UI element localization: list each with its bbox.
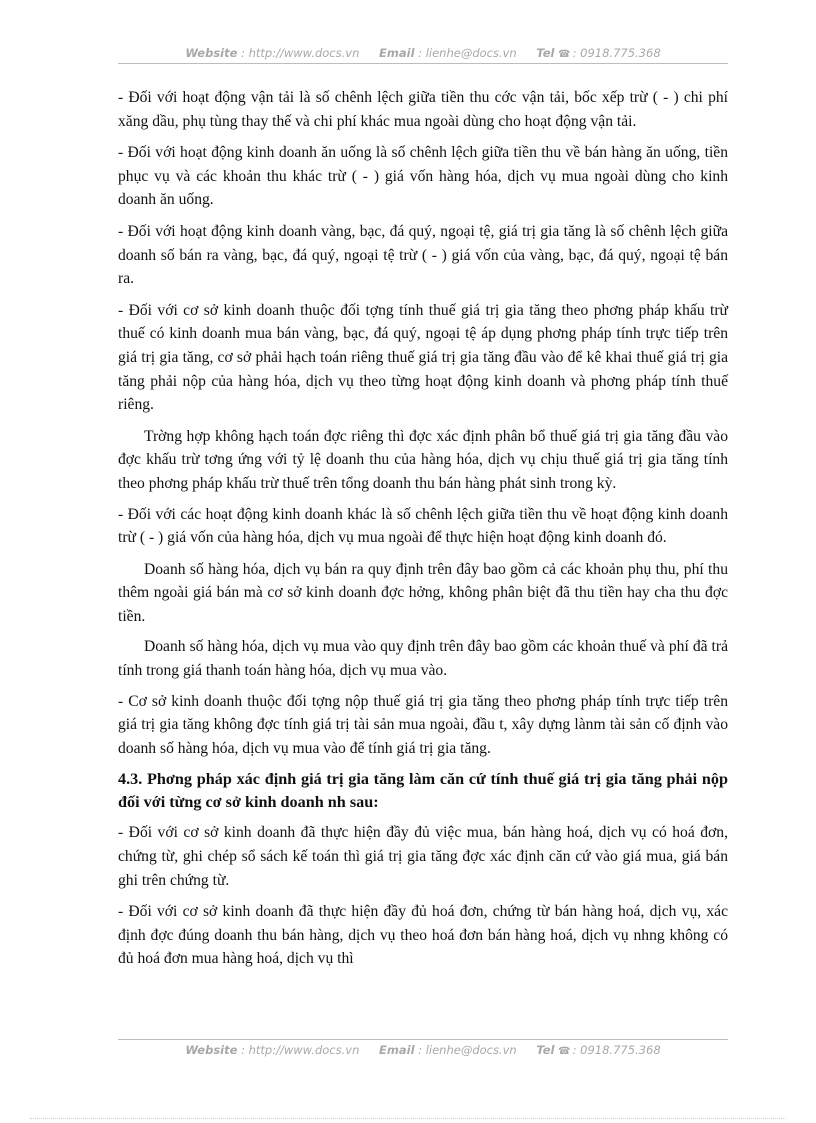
header-tel-value: : 0918.775.368 xyxy=(572,46,661,60)
header-email-value[interactable]: : lienhe@docs.vn xyxy=(418,46,517,60)
phone-icon: ☎ xyxy=(558,49,571,60)
paragraph-purchase-revenue: Doanh số hàng hóa, dịch vụ mua vào quy định trên đây bao gồm các khoản thuế và phí đã trả tính trong giá thanh toán hàng hóa, dịch vụ mua vào. xyxy=(118,638,728,680)
header-email-label: Email xyxy=(379,46,415,60)
header-website-label: Website xyxy=(185,46,238,60)
paragraph-full-invoices: - Đối với cơ sở kinh doanh đã thực hiện đầy đủ việc mua, bán hàng hoá, dịch vụ có hoá đơn, chứng từ, ghi chép sổ sách kế toán thì giá trị gia tăng đợc xác định căn cứ vào giá mua, giá bán ghi trên chứng từ. xyxy=(118,824,728,889)
paragraph-partial-invoices: - Đối với cơ sở kinh doanh đã thực hiện đầy đủ hoá đơn, chứng từ bán hàng hoá, dịch vụ, xác định đợc đúng doanh thu bán hàng, dịch vụ theo hoá đơn bán hàng hoá, dịch vụ nhng không có đủ hoá đơn mua hàng hoá, dịch vụ thì xyxy=(118,903,728,968)
footer-website-label: Website xyxy=(185,1043,238,1057)
footer-email-label: Email xyxy=(379,1043,415,1057)
footer-tel-value: : 0918.775.368 xyxy=(572,1043,661,1057)
page-bottom-edge xyxy=(30,1118,786,1119)
paragraph-food-service: - Đối với hoạt động kinh doanh ăn uống là số chênh lệch giữa tiền thu về bán hàng ăn uống, tiền phục vụ và các khoản thu khác trừ ( - ) giá vốn hàng hóa, dịch vụ mua ngoài dùng cho kinh doanh ăn uống. xyxy=(118,144,728,209)
page-header xyxy=(118,46,728,64)
paragraph-sales-revenue: Doanh số hàng hóa, dịch vụ bán ra quy định trên đây bao gồm cả các khoản phụ thu, phí thu thêm ngoài giá bán mà cơ sở kinh doanh đợc hởng, không phân biệt đã thu tiền hay cha thu đợc tiền. xyxy=(118,560,728,625)
paragraph-gold-silver: - Đối với hoạt động kinh doanh vàng, bạc, đá quý, ngoại tệ, giá trị gia tăng là số chênh lệch giữa doanh số bán ra vàng, bạc, đá quý, ngoại tệ trừ ( - ) giá vốn của vàng, bạc, đá quý, ngoại tệ bán ra. xyxy=(118,222,728,288)
paragraph-transport: - Đối với hoạt động vận tải là số chênh lệch giữa tiền thu cớc vận tải, bốc xếp trừ ( - ) chi phí xăng dầu, phụ tùng thay thế và chi phí khác mua ngoài dùng cho hoạt động vận tải. xyxy=(118,89,728,130)
header-website-url[interactable]: : http://www.docs.vn xyxy=(241,46,360,60)
paragraph-tax-method: - Đối với cơ sở kinh doanh thuộc đối tợng tính thuế giá trị gia tăng theo phơng pháp khấu trừ thuế có kinh doanh mua bán vàng, bạc, đá quý, ngoại tệ áp dụng phơng pháp tính trực tiếp trên giá trị gia tăng, cơ sở phải hạch toán riêng thuế giá trị gia tăng đầu vào để kê khai thuế giá trị gia tăng phải nộp của hàng hóa, dịch vụ theo từng hoạt động kinh doanh và phơng pháp tính thuế riêng. xyxy=(118,301,728,414)
paragraph-other-activities: - Đối với các hoạt động kinh doanh khác là số chênh lệch giữa tiền thu về hoạt động kinh doanh trừ ( - ) giá vốn của hàng hóa, dịch vụ mua ngoài để thực hiện hoạt động kinh doanh đó. xyxy=(118,505,728,547)
footer-website-url[interactable]: : http://www.docs.vn xyxy=(241,1043,360,1057)
document-body xyxy=(118,86,728,979)
paragraph-allocation: Trờng hợp không hạch toán đợc riêng thì đợc xác định phân bổ thuế giá trị gia tăng đầu vào đợc khấu trừ tơng ứng với tỷ lệ doanh thu của hàng hóa, dịch vụ chịu thuế giá trị gia tăng tính theo phơng pháp khấu trừ thuế trên tổng doanh thu bán hàng phát sinh trong kỳ. xyxy=(118,427,728,492)
footer-tel-label: Tel xyxy=(536,1043,555,1057)
section-heading-4-3: 4.3. Phơng pháp xác định giá trị gia tăng làm căn cứ tính thuế giá trị gia tăng phải nộp đối với từng cơ sở kinh doanh nh sau: xyxy=(118,770,728,812)
header-tel-label: Tel xyxy=(536,46,555,60)
footer-email-value[interactable]: : lienhe@docs.vn xyxy=(418,1043,517,1057)
page-footer xyxy=(118,1039,728,1057)
phone-icon: ☎ xyxy=(558,1046,571,1057)
paragraph-direct-method: - Cơ sở kinh doanh thuộc đối tợng nộp thuế giá trị gia tăng theo phơng pháp tính trực tiếp trên giá trị gia tăng không đợc tính giá trị tài sản mua ngoài, đầu t, xây dựng lànm tài sản cố định vào doanh số hàng hóa, dịch vụ mua vào để tính giá trị gia tăng. xyxy=(118,692,728,757)
